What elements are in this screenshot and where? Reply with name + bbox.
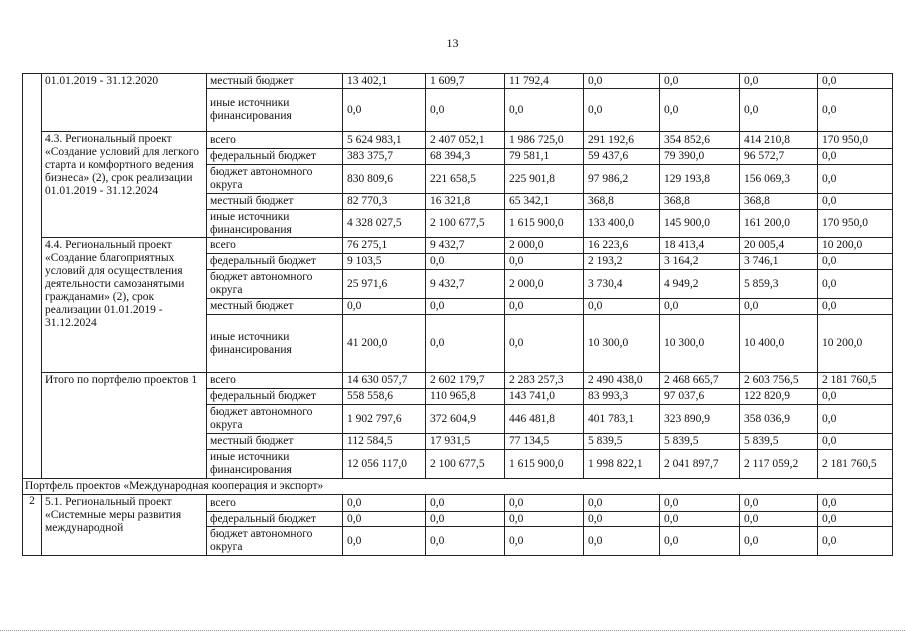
value-cell: 156 069,3 <box>740 165 818 194</box>
value-cell: 0,0 <box>426 527 505 556</box>
funding-source: местный бюджет <box>207 74 343 89</box>
value-cell: 0,0 <box>505 299 584 315</box>
funding-source: местный бюджет <box>207 299 343 315</box>
value-cell: 368,8 <box>740 194 818 210</box>
value-cell: 59 437,6 <box>584 149 660 165</box>
value-cell: 2 000,0 <box>505 270 584 299</box>
value-cell: 0,0 <box>505 315 584 373</box>
value-cell: 2 283 257,3 <box>505 373 584 389</box>
value-cell: 0,0 <box>740 512 818 527</box>
funding-source: федеральный бюджет <box>207 254 343 270</box>
value-cell: 5 839,5 <box>740 434 818 450</box>
value-cell: 170 950,0 <box>818 132 893 149</box>
funding-source: федеральный бюджет <box>207 149 343 165</box>
value-cell: 368,8 <box>584 194 660 210</box>
value-cell: 68 394,3 <box>426 149 505 165</box>
value-cell: 1 998 822,1 <box>584 450 660 479</box>
funding-source: всего <box>207 495 343 512</box>
value-cell: 13 402,1 <box>343 74 426 89</box>
value-cell: 16 223,6 <box>584 238 660 254</box>
value-cell: 5 839,5 <box>660 434 740 450</box>
value-cell: 2 490 438,0 <box>584 373 660 389</box>
value-cell: 20 005,4 <box>740 238 818 254</box>
value-cell: 0,0 <box>426 89 505 132</box>
value-cell: 0,0 <box>343 512 426 527</box>
value-cell: 11 792,4 <box>505 74 584 89</box>
value-cell: 0,0 <box>818 254 893 270</box>
funding-source: бюджет автономного округа <box>207 165 343 194</box>
value-cell: 0,0 <box>818 270 893 299</box>
funding-table <box>22 73 893 556</box>
value-cell: 1 902 797,6 <box>343 405 426 434</box>
value-cell: 2 041 897,7 <box>660 450 740 479</box>
value-cell: 18 413,4 <box>660 238 740 254</box>
value-cell: 0,0 <box>818 434 893 450</box>
value-cell: 3 164,2 <box>660 254 740 270</box>
value-cell: 2 181 760,5 <box>818 373 893 389</box>
project-label: Итого по портфелю проектов 1 <box>42 373 207 479</box>
value-cell: 9 432,7 <box>426 270 505 299</box>
value-cell: 0,0 <box>343 527 426 556</box>
section-header: Портфель проектов «Международная кооперация и экспорт» <box>23 479 893 495</box>
value-cell: 3 730,4 <box>584 270 660 299</box>
funding-source: бюджет автономного округа <box>207 270 343 299</box>
value-cell: 323 890,9 <box>660 405 740 434</box>
value-cell: 10 300,0 <box>660 315 740 373</box>
value-cell: 0,0 <box>660 74 740 89</box>
value-cell: 0,0 <box>740 527 818 556</box>
value-cell: 0,0 <box>818 405 893 434</box>
funding-source: иные источники финансирования <box>207 89 343 132</box>
value-cell: 0,0 <box>818 495 893 512</box>
value-cell: 0,0 <box>740 89 818 132</box>
row-index-cell <box>23 74 42 479</box>
value-cell: 25 971,6 <box>343 270 426 299</box>
value-cell: 0,0 <box>818 74 893 89</box>
table-row <box>23 373 893 389</box>
value-cell: 4 328 027,5 <box>343 210 426 238</box>
funding-source: бюджет автономного округа <box>207 405 343 434</box>
value-cell: 83 993,3 <box>584 389 660 405</box>
funding-source: бюджет автономного округа <box>207 527 343 556</box>
value-cell: 9 432,7 <box>426 238 505 254</box>
value-cell: 0,0 <box>740 74 818 89</box>
value-cell: 3 746,1 <box>740 254 818 270</box>
funding-source: иные источники финансирования <box>207 210 343 238</box>
value-cell: 2 100 677,5 <box>426 210 505 238</box>
value-cell: 0,0 <box>660 89 740 132</box>
value-cell: 446 481,8 <box>505 405 584 434</box>
value-cell: 133 400,0 <box>584 210 660 238</box>
value-cell: 1 609,7 <box>426 74 505 89</box>
value-cell: 414 210,8 <box>740 132 818 149</box>
value-cell: 16 321,8 <box>426 194 505 210</box>
value-cell: 0,0 <box>584 74 660 89</box>
value-cell: 41 200,0 <box>343 315 426 373</box>
page-number: 13 <box>446 36 459 50</box>
value-cell: 0,0 <box>660 299 740 315</box>
value-cell: 82 770,3 <box>343 194 426 210</box>
value-cell: 0,0 <box>343 299 426 315</box>
value-cell: 112 584,5 <box>343 434 426 450</box>
value-cell: 0,0 <box>343 495 426 512</box>
value-cell: 79 581,1 <box>505 149 584 165</box>
value-cell: 383 375,7 <box>343 149 426 165</box>
value-cell: 2 602 179,7 <box>426 373 505 389</box>
table-row <box>23 132 893 149</box>
value-cell: 0,0 <box>818 389 893 405</box>
value-cell: 0,0 <box>818 89 893 132</box>
value-cell: 0,0 <box>505 89 584 132</box>
value-cell: 372 604,9 <box>426 405 505 434</box>
value-cell: 10 200,0 <box>818 238 893 254</box>
value-cell: 0,0 <box>740 495 818 512</box>
value-cell: 0,0 <box>343 89 426 132</box>
value-cell: 2 193,2 <box>584 254 660 270</box>
value-cell: 358 036,9 <box>740 405 818 434</box>
value-cell: 2 407 052,1 <box>426 132 505 149</box>
value-cell: 65 342,1 <box>505 194 584 210</box>
value-cell: 0,0 <box>584 89 660 132</box>
value-cell: 110 965,8 <box>426 389 505 405</box>
value-cell: 9 103,5 <box>343 254 426 270</box>
value-cell: 97 986,2 <box>584 165 660 194</box>
value-cell: 129 193,8 <box>660 165 740 194</box>
value-cell: 0,0 <box>818 299 893 315</box>
value-cell: 401 783,1 <box>584 405 660 434</box>
value-cell: 161 200,0 <box>740 210 818 238</box>
table-row <box>23 238 893 254</box>
value-cell: 2 100 677,5 <box>426 450 505 479</box>
value-cell: 291 192,6 <box>584 132 660 149</box>
value-cell: 5 839,5 <box>584 434 660 450</box>
value-cell: 77 134,5 <box>505 434 584 450</box>
funding-source: всего <box>207 238 343 254</box>
value-cell: 2 181 760,5 <box>818 450 893 479</box>
project-label: 01.01.2019 - 31.12.2020 <box>42 74 207 132</box>
value-cell: 0,0 <box>426 299 505 315</box>
value-cell: 0,0 <box>818 149 893 165</box>
value-cell: 2 000,0 <box>505 238 584 254</box>
value-cell: 145 900,0 <box>660 210 740 238</box>
value-cell: 12 056 117,0 <box>343 450 426 479</box>
value-cell: 96 572,7 <box>740 149 818 165</box>
funding-source: иные источники финансирования <box>207 450 343 479</box>
funding-source: местный бюджет <box>207 194 343 210</box>
value-cell: 830 809,6 <box>343 165 426 194</box>
funding-source: иные источники финансирования <box>207 315 343 373</box>
value-cell: 1 986 725,0 <box>505 132 584 149</box>
funding-source: федеральный бюджет <box>207 389 343 405</box>
value-cell: 2 603 756,5 <box>740 373 818 389</box>
value-cell: 5 859,3 <box>740 270 818 299</box>
value-cell: 10 300,0 <box>584 315 660 373</box>
value-cell: 0,0 <box>818 512 893 527</box>
value-cell: 5 624 983,1 <box>343 132 426 149</box>
value-cell: 122 820,9 <box>740 389 818 405</box>
value-cell: 17 931,5 <box>426 434 505 450</box>
value-cell: 10 200,0 <box>818 315 893 373</box>
funding-source: всего <box>207 373 343 389</box>
value-cell: 97 037,6 <box>660 389 740 405</box>
project-label: 4.4. Региональный проект «Создание благоприятных условий для осуществления деятельности самозанятыми гражданами» (2), срок реализации 01.01.2019 - 31.12.2024 <box>42 238 207 373</box>
value-cell: 1 615 900,0 <box>505 210 584 238</box>
funding-source: местный бюджет <box>207 434 343 450</box>
value-cell: 0,0 <box>426 495 505 512</box>
value-cell: 354 852,6 <box>660 132 740 149</box>
value-cell: 0,0 <box>740 299 818 315</box>
row-index: 2 <box>23 495 42 556</box>
value-cell: 0,0 <box>426 315 505 373</box>
value-cell: 0,0 <box>818 527 893 556</box>
value-cell: 0,0 <box>660 512 740 527</box>
value-cell: 10 400,0 <box>740 315 818 373</box>
table-row <box>23 74 893 89</box>
value-cell: 558 558,6 <box>343 389 426 405</box>
value-cell: 0,0 <box>505 512 584 527</box>
value-cell: 0,0 <box>584 527 660 556</box>
value-cell: 4 949,2 <box>660 270 740 299</box>
value-cell: 0,0 <box>660 527 740 556</box>
value-cell: 0,0 <box>818 165 893 194</box>
value-cell: 0,0 <box>584 495 660 512</box>
value-cell: 2 117 059,2 <box>740 450 818 479</box>
value-cell: 1 615 900,0 <box>505 450 584 479</box>
value-cell: 0,0 <box>505 527 584 556</box>
funding-source: федеральный бюджет <box>207 512 343 527</box>
value-cell: 170 950,0 <box>818 210 893 238</box>
funding-source: всего <box>207 132 343 149</box>
page-edge <box>0 630 905 631</box>
value-cell: 76 275,1 <box>343 238 426 254</box>
value-cell: 2 468 665,7 <box>660 373 740 389</box>
value-cell: 14 630 057,7 <box>343 373 426 389</box>
value-cell: 221 658,5 <box>426 165 505 194</box>
value-cell: 0,0 <box>426 254 505 270</box>
value-cell: 0,0 <box>426 512 505 527</box>
project-label: 5.1. Региональный проект «Системные меры развития международной <box>42 495 207 556</box>
value-cell: 0,0 <box>584 512 660 527</box>
value-cell: 0,0 <box>505 254 584 270</box>
value-cell: 0,0 <box>505 495 584 512</box>
value-cell: 368,8 <box>660 194 740 210</box>
value-cell: 225 901,8 <box>505 165 584 194</box>
value-cell: 0,0 <box>818 194 893 210</box>
table-row <box>23 495 893 512</box>
value-cell: 143 741,0 <box>505 389 584 405</box>
value-cell: 0,0 <box>660 495 740 512</box>
value-cell: 0,0 <box>584 299 660 315</box>
project-label: 4.3. Региональный проект «Создание условий для легкого старта и комфортного ведения бизнеса» (2), срок реализации 01.01.2019 - 31.12.2024 <box>42 132 207 238</box>
value-cell: 79 390,0 <box>660 149 740 165</box>
